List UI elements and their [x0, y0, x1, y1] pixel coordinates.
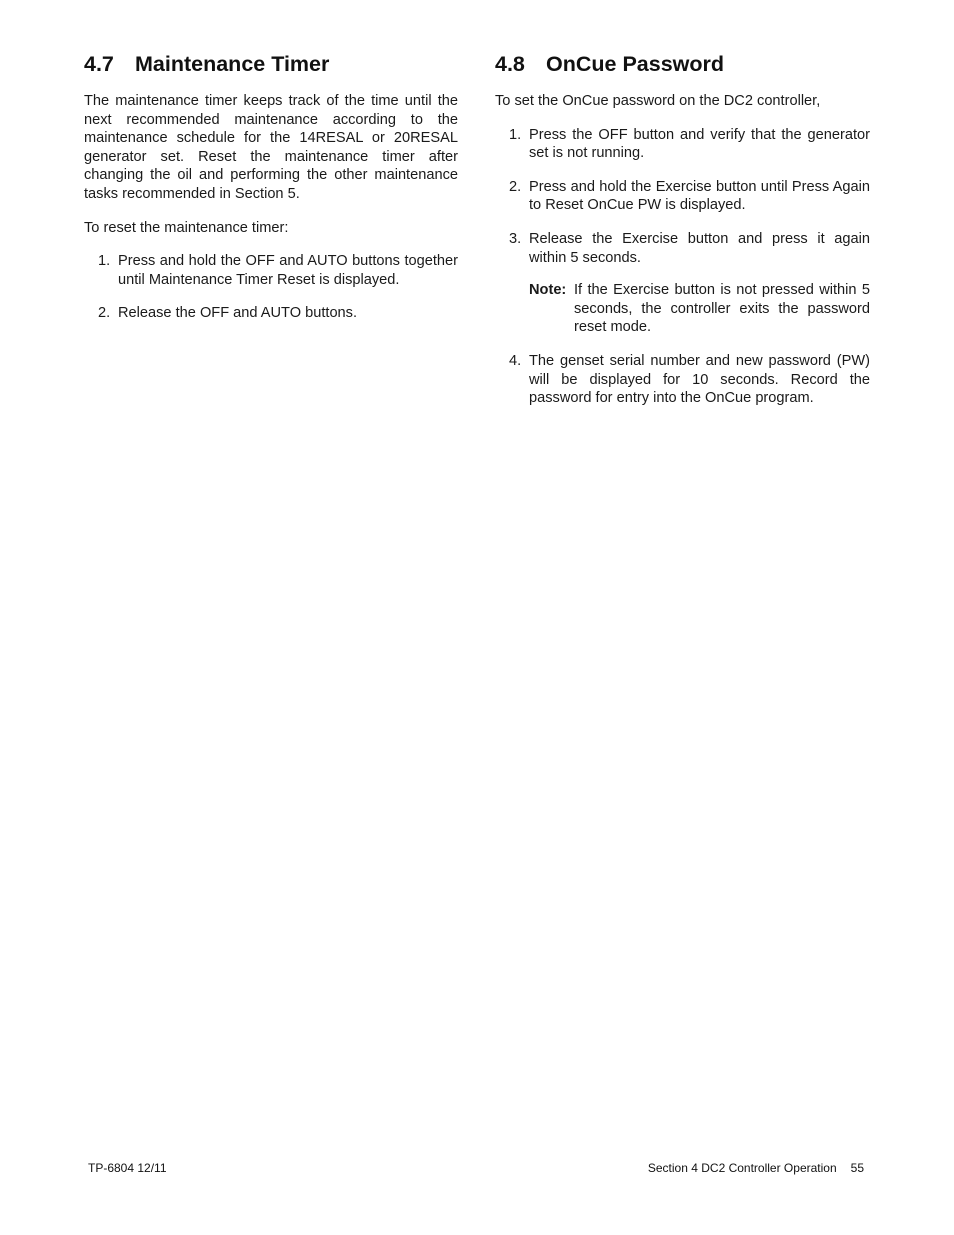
section-number: 4.7	[84, 52, 114, 76]
step-text: The genset serial number and new password (PW) will be displayed for 10 seconds. Record the password for entry into the OnCue program.	[529, 352, 870, 407]
step-list-continued	[495, 352, 870, 408]
step-number: 1.	[98, 253, 111, 270]
section-oncue-password	[495, 50, 870, 423]
section-heading	[84, 50, 458, 78]
step-number: 3.	[509, 230, 522, 247]
step-number: 1.	[509, 126, 522, 143]
step-list	[84, 252, 458, 323]
step-item	[495, 178, 870, 215]
step-text: Press and hold the OFF and AUTO buttons together until Maintenance Timer Reset is displayed.	[118, 253, 458, 288]
step-number: 2.	[98, 305, 111, 322]
step-text: Release the OFF and AUTO buttons.	[118, 305, 358, 322]
section-number: 4.8	[495, 52, 525, 76]
step-item	[84, 252, 458, 289]
lead-paragraph: To set the OnCue password on the DC2 controller,	[495, 93, 821, 109]
step-number: 4.	[509, 352, 522, 369]
step-item	[84, 304, 458, 323]
footer-doc-id: TP-6804 12/11	[88, 1161, 167, 1175]
footer-section: Section 4 DC2 Controller Operation	[647, 1161, 837, 1175]
step-item	[495, 230, 870, 267]
section-title: OnCue Password	[546, 52, 725, 76]
lead-paragraph: To reset the maintenance timer:	[84, 219, 289, 236]
note-text: If the Exercise button is not pressed within 5 seconds, the controller exits the password reset mode.	[574, 282, 870, 336]
section-title: Maintenance Timer	[135, 52, 330, 76]
step-text: Release the Exercise button and press it again within 5 seconds.	[529, 230, 870, 266]
step-text: Press and hold the Exercise button until Press Again to Reset OnCue PW is displayed.	[529, 178, 870, 214]
step-list	[495, 126, 870, 268]
intro-paragraph: The maintenance timer keeps track of the time until the next recommended maintenance according to the maintenance schedule for the 14RESAL or 20RESAL generator set. Reset the maintenance timer after changing the oil and performing the other maintenance tasks recommended in Section 5.	[84, 93, 458, 202]
footer-section-info	[648, 1160, 864, 1176]
step-text: Press the OFF button and verify that the generator set is not running.	[529, 126, 870, 162]
note-block	[495, 281, 870, 337]
page-number: 55	[850, 1161, 864, 1175]
step-item	[495, 352, 870, 408]
step-number: 2.	[509, 178, 522, 195]
note-label: Note:	[529, 282, 567, 299]
step-item	[495, 126, 870, 163]
section-maintenance-timer	[84, 50, 458, 338]
section-heading	[495, 50, 870, 78]
